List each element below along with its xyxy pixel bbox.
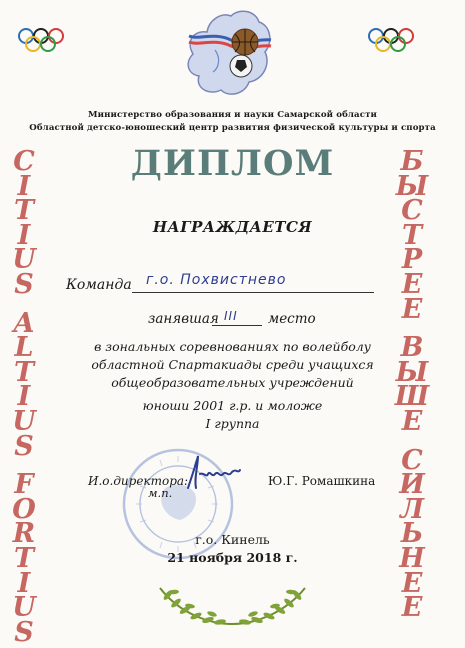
left-slogan-letter: A [13,307,35,339]
left-slogan-letter: F [14,469,34,501]
left-slogan-letter: I [17,170,31,202]
left-slogan-letter: S [14,430,34,462]
left-slogan-letter: I [17,381,31,413]
left-slogan-word [12,146,36,300]
diploma-title: ДИПЛОМ [130,143,335,184]
olympic-rings-left-icon [18,28,80,58]
director-name: Ю.Г. Ромашкина [268,474,376,488]
right-slogan-letter: Ш [394,381,430,413]
right-slogan-letter: Р [401,244,423,276]
ministry-line-2: Областной детско-юношеский центр развития физической культуры и спорта [29,123,436,133]
competition-line-5: I группа [205,416,260,431]
left-slogan-letter: R [12,518,36,550]
stamp-mp: м.п. [148,486,173,500]
left-slogan-letter: C [13,146,35,177]
left-slogan-letter: S [14,268,34,300]
left-slogan-letter: L [14,332,34,364]
olympic-rings-right-icon [368,28,430,58]
competition-line-3: общеобразовательных учреждений [111,375,354,390]
competition-line-4: юноши 2001 г.р. и моложе [142,398,323,413]
right-slogan-word [395,146,429,325]
place-underline [212,325,262,326]
right-slogan-letter: Е [401,293,423,325]
place-suffix: место [268,311,316,327]
left-slogan-letter: T [13,356,35,388]
right-slogan-letter: Н [399,542,425,574]
right-slogan-letter: И [399,469,425,501]
signature-role: И.о.директора: [88,474,189,488]
right-slogan-letter: Е [401,592,423,624]
handwritten-signature [182,448,244,494]
right-slogan-letter: Е [401,268,423,300]
left-slogan-letter: U [12,405,36,437]
right-slogan-letter: Ы [395,356,429,388]
left-slogan-letter: I [17,219,31,251]
left-slogan-letter: O [12,493,36,525]
team-underline [132,292,374,293]
left-slogan-letter: T [13,195,35,227]
left-slogan-letter: S [14,616,34,648]
laurel-wreath-icon [150,568,315,628]
left-slogan-letter: U [12,592,36,624]
right-slogan-letter: Т [401,219,423,251]
team-label: Команда [66,277,132,293]
left-slogan-letter: U [12,244,36,276]
date: 21 ноября 2018 г. [167,550,298,565]
team-value: г.о. Похвистнево [146,272,287,288]
right-slogan-letter: Б [400,146,424,177]
samara-region-sports-logo [175,2,280,102]
right-slogan-letter: Ь [400,518,424,550]
right-slogan-letter: Л [400,493,424,525]
awarded-heading: НАГРАЖДАЕТСЯ [152,218,313,236]
right-slogan-letter: С [401,444,423,476]
right-slogan-letter: Е [401,567,423,599]
competition-line-2: областной Спартакиады среди учащихся [91,357,374,372]
competition-line-1: в зональных соревнованиях по волейболу [94,339,371,354]
city: г.о. Кинель [195,532,270,547]
left-slogan-letter: T [13,542,35,574]
left-slogan-letter: I [17,567,31,599]
right-slogan-letter: С [401,195,423,227]
place-value: III [224,309,238,323]
right-slogan-letter: Е [401,405,423,437]
right-slogan-letter: Ы [395,170,429,202]
ministry-line-1: Министерство образования и науки Самарской области [88,110,377,120]
place-prefix: занявшая [148,311,219,327]
right-slogan-letter: В [400,332,424,364]
